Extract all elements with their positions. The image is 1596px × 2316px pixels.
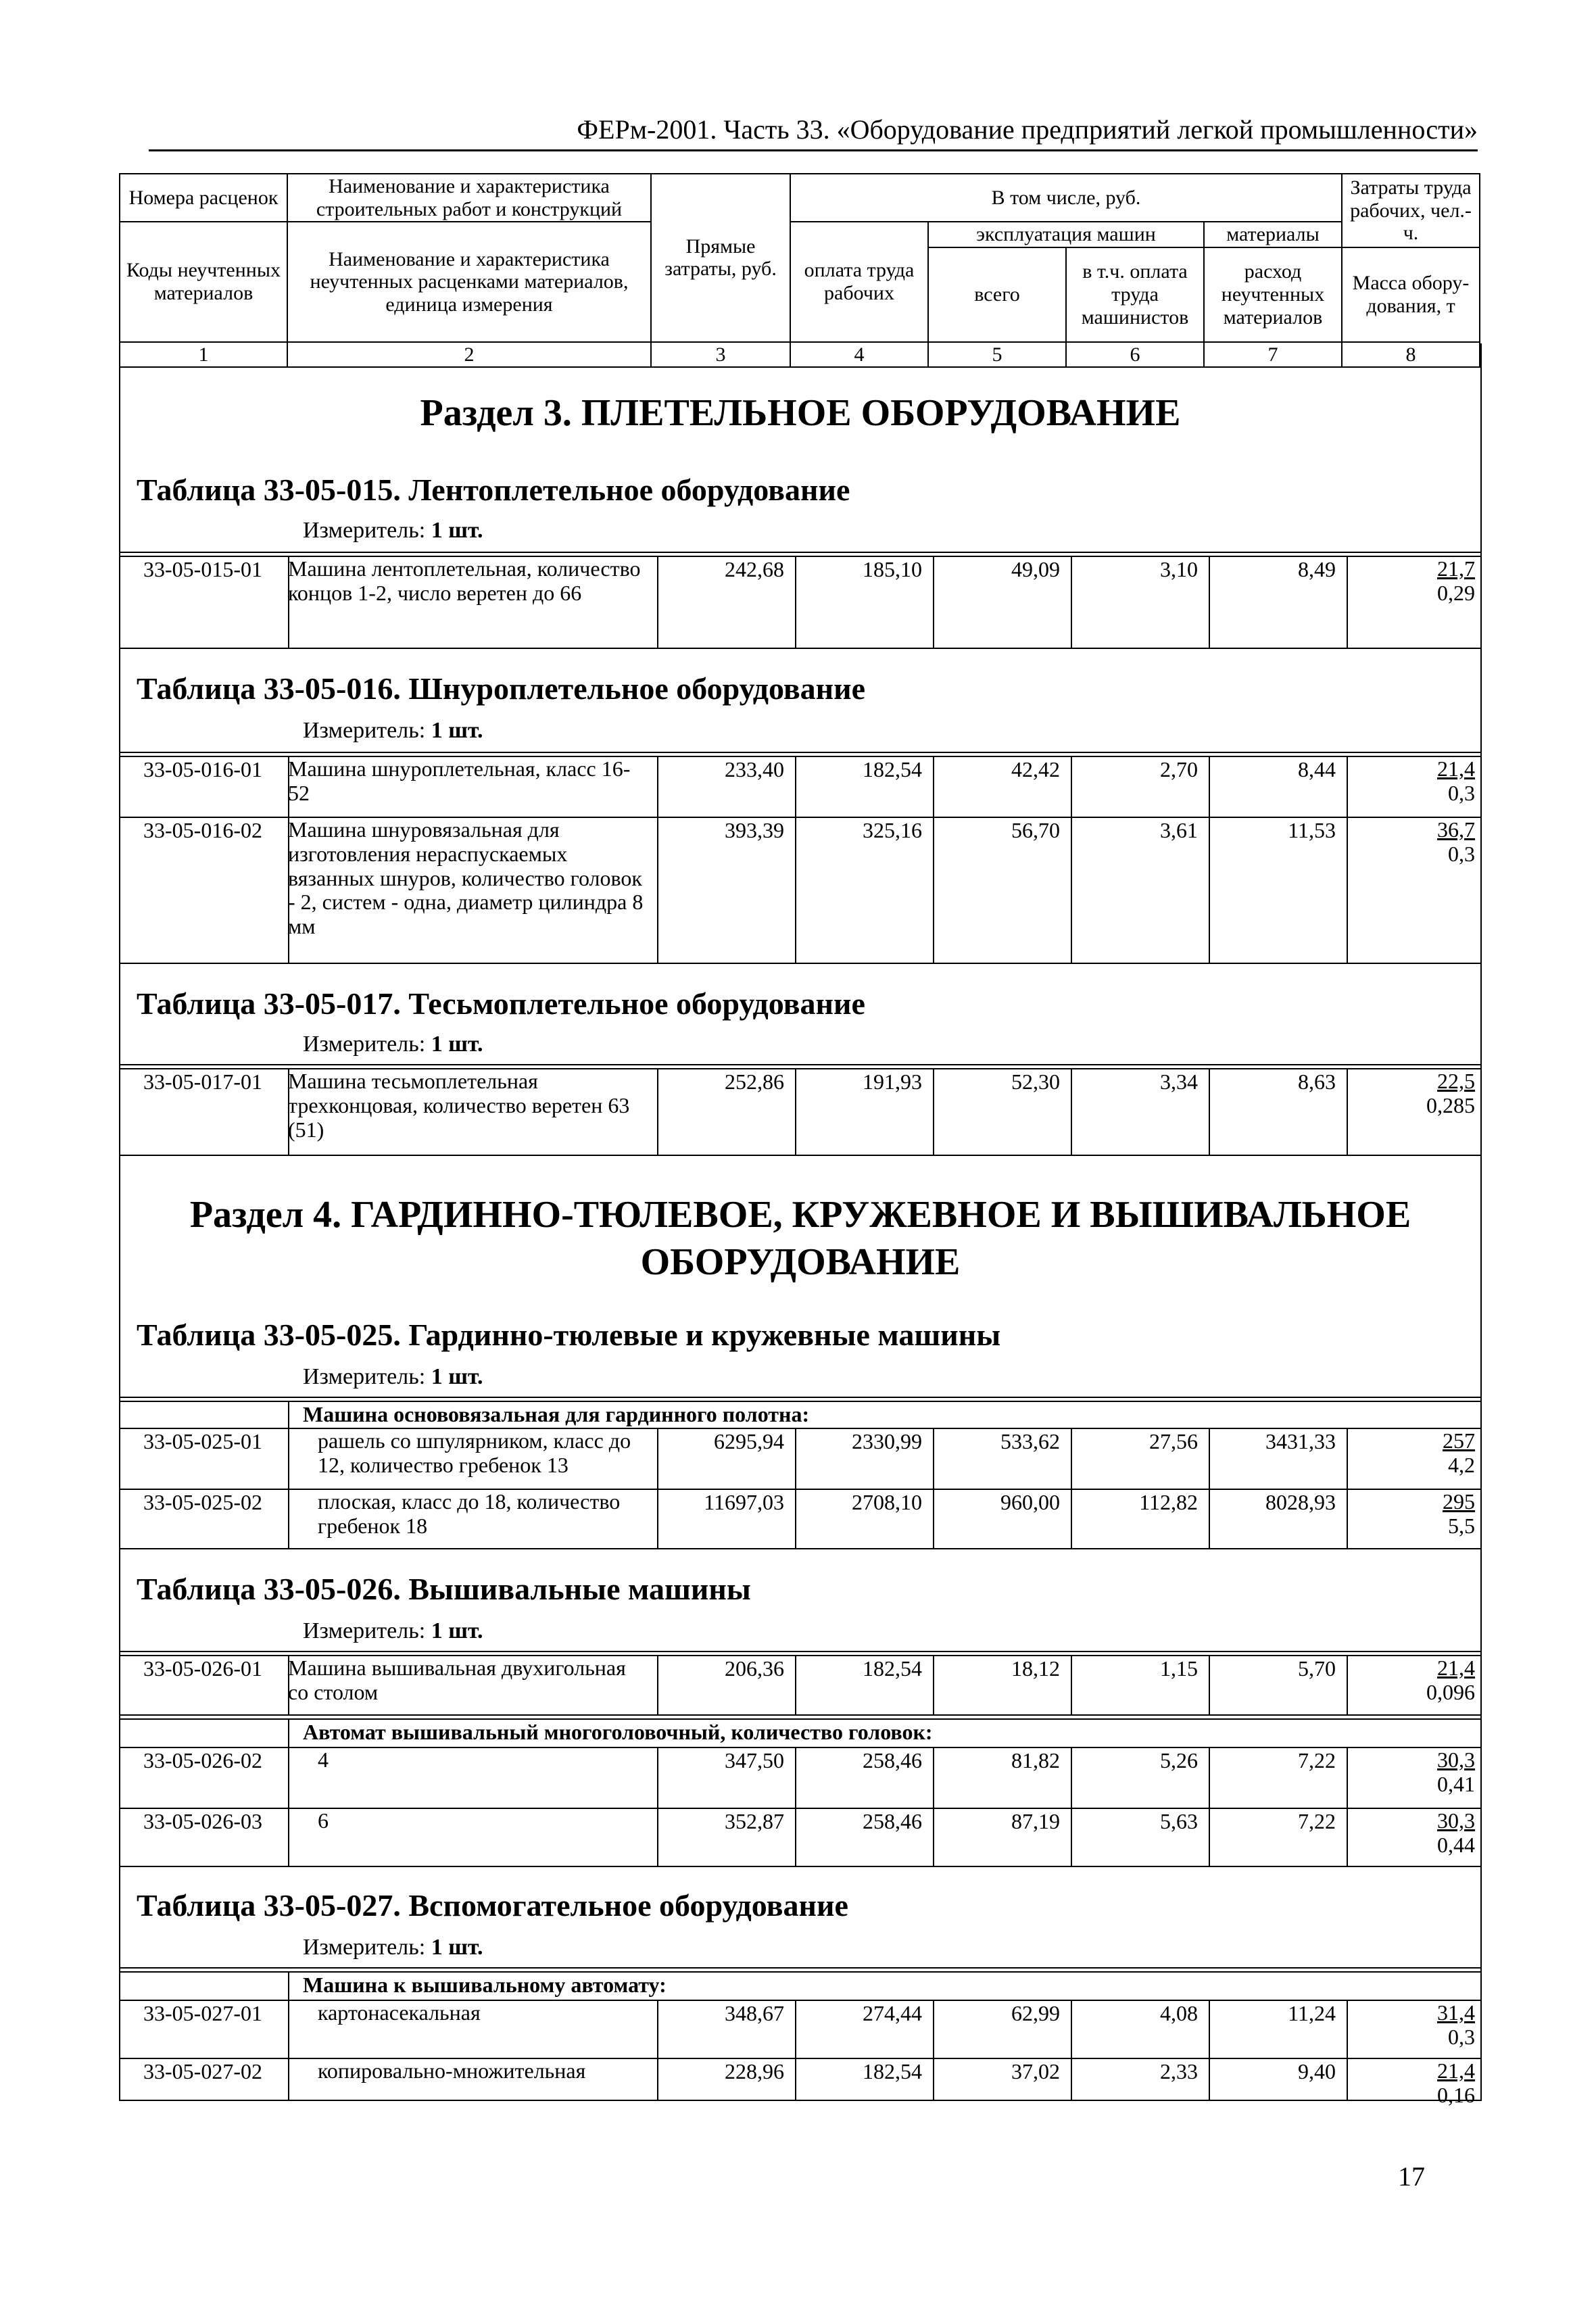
header-machines-group: эксплуатация машин	[928, 222, 1204, 247]
page-number: 17	[1398, 2161, 1425, 2192]
header-num-6: 6	[1066, 342, 1204, 368]
header-num-7: 7	[1204, 342, 1342, 368]
header-num-4: 4	[790, 342, 928, 368]
table-025-group-label: Машина основовязальная для гардинного полотна:	[303, 1402, 810, 1426]
table-017-unit: Измеритель: 1 шт.	[303, 1032, 483, 1057]
section-3-title: Раздел 3. ПЛЕТЕЛЬНОЕ ОБОРУДОВАНИЕ	[420, 392, 1181, 434]
header-equipment-mass: Масса обору-дования, т	[1342, 247, 1480, 342]
header-num-2: 2	[287, 342, 651, 368]
table-body-frame: Раздел 3. ПЛЕТЕЛЬНОЕ ОБОРУДОВАНИЕ Таблица 33-05-015. Лентоплетельное оборудование Измеритель: 1 шт. 33-05-015-01 Машина лентоплетельная, количество концов 1-2, число веретен до 66 242,68 185,10 49,09 3,10 8,49 21,7 0,29 Таблица 33-05-016. Шнуроплетельное оборудование Измеритель: 1 шт. 33-05-016-01 Машина шнуроплетельная, класс 16-52 233,40 182,54 42,42 2,70 8,44 21,4 0,3 33-05-016-02 Машина шнуровязальная для изготовления нераспускаемых вязанных шнуров, количество головок - 2, систем - одна, диаметр цилиндра 8 мм 393,39 325,16 56,70 3,61 11,53 36,7 0,3 Таблица 33-05-017. Тесьмоплетельное оборудование Измеритель: 1 шт. 33-05-017-01 Машина тесьмоплетельная трехконцовая, количество веретен 63 (51) 252,86 191,93 52,30 3,34 8,63 22,5 0,285 Раздел 4. ГАРДИННО-ТЮЛЕВОЕ, КРУЖЕВНОЕ И ВЫШИВАЛЬНОЕ ОБОРУДОВАНИЕ Таблица 33-05-025. Гардинно-тюлевые и кружевные машины Измеритель: 1 шт. Машина основовязальная для гардинного полотна: 33-05-025-01 рашель со шпулярником, класс до 12, количество гребенок 13 6295,94 2330,99 533,62 27,56 3431,33 257 4,2 33-05-025-02 плоская, класс до 18, количество гребенок 18 11697,03 2708,10 960,00 112,82 8028,93 295 5,5 Таблица 33-05-026. Вышивальные машины Измеритель: 1 шт. 33-05-026-01 Машина вышивальная двухигольная со столом 206,36 182,54 18,12 1,15 5,70 21,4 0,096 Автомат вышивальный многоголовочный, количество головок: 33-05-026-02 4 347,50 258,46 81,82 5,26 7,22 30,3 0,41 33-05-026-03 6 352,87 258,46 87,19 5,63 7,22 30,3 0,44 Таблица 33-05-027. Вспомогательное оборудование Измеритель: 1 шт. Машина к вышивальному автомату: 33-05-027-01 картонасекальная 348,67 274,44 62,99 4,08 11,24 31,4 0,3 33-05-027-02 копировально-множительная 228,96 182,54 37,02 2,33 9,40 21,4 0,16	[119, 343, 1482, 2101]
header-labor-pay: оплата труда рабочих	[790, 222, 928, 342]
header-names-bottom: Наименование и характеристика неучтенных расценками материалов, единица измерения	[287, 222, 651, 342]
header-num-1: 1	[120, 342, 287, 368]
header-codes-top: Номера расценок	[120, 174, 287, 222]
table-015-title: Таблица 33-05-015. Лентоплетельное оборудование	[137, 473, 850, 507]
header-incl: В том числе, руб.	[790, 174, 1342, 222]
table-027-group-label: Машина к вышивальному автомату:	[303, 1973, 667, 1997]
header-materials-consumption: расход неучтенных материалов	[1204, 247, 1342, 342]
header-materials-group: материалы	[1204, 222, 1342, 247]
header-num-8: 8	[1342, 342, 1480, 368]
header-names-top: Наименование и характеристика строительных работ и конструкций	[287, 174, 651, 222]
table-026-title: Таблица 33-05-026. Вышивальные машины	[137, 1572, 751, 1606]
section-4-title-line1: Раздел 4. ГАРДИННО-ТЮЛЕВОЕ, КРУЖЕВНОЕ И ВЫШИВАЛЬНОЕ	[189, 1194, 1411, 1236]
header-machines-total: всего	[928, 247, 1066, 342]
table-016-unit: Измеритель: 1 шт.	[303, 718, 483, 743]
column-header-table	[119, 173, 1480, 368]
header-machinists-pay: в т.ч. оплата труда машинистов	[1066, 247, 1204, 342]
header-direct-costs: Прямые затраты, руб.	[651, 174, 790, 342]
header-num-3: 3	[651, 342, 790, 368]
table-025-title: Таблица 33-05-025. Гардинно-тюлевые и кружевные машины	[137, 1318, 1001, 1352]
header-labor-hours: Затраты труда рабочих, чел.-ч.	[1342, 174, 1480, 247]
running-header: ФЕРм-2001. Часть 33. «Оборудование предприятий легкой промышленности»	[149, 114, 1478, 151]
table-027-unit: Измеритель: 1 шт.	[303, 1935, 483, 1960]
header-codes-bottom: Коды неучтенных материалов	[120, 222, 287, 342]
table-026-group-label: Автомат вышивальный многоголовочный, количество головок:	[303, 1720, 933, 1744]
table-025-unit: Измеритель: 1 шт.	[303, 1364, 483, 1389]
section-4-title-line2: ОБОРУДОВАНИЕ	[640, 1241, 961, 1283]
header-num-5: 5	[928, 342, 1066, 368]
table-015-unit: Измеритель: 1 шт.	[303, 518, 483, 543]
table-026-unit: Измеритель: 1 шт.	[303, 1618, 483, 1643]
table-016-title: Таблица 33-05-016. Шнуроплетельное оборудование	[137, 671, 866, 706]
table-017-title: Таблица 33-05-017. Тесьмоплетельное оборудование	[137, 986, 865, 1021]
table-027-title: Таблица 33-05-027. Вспомогательное оборудование	[137, 1888, 848, 1923]
